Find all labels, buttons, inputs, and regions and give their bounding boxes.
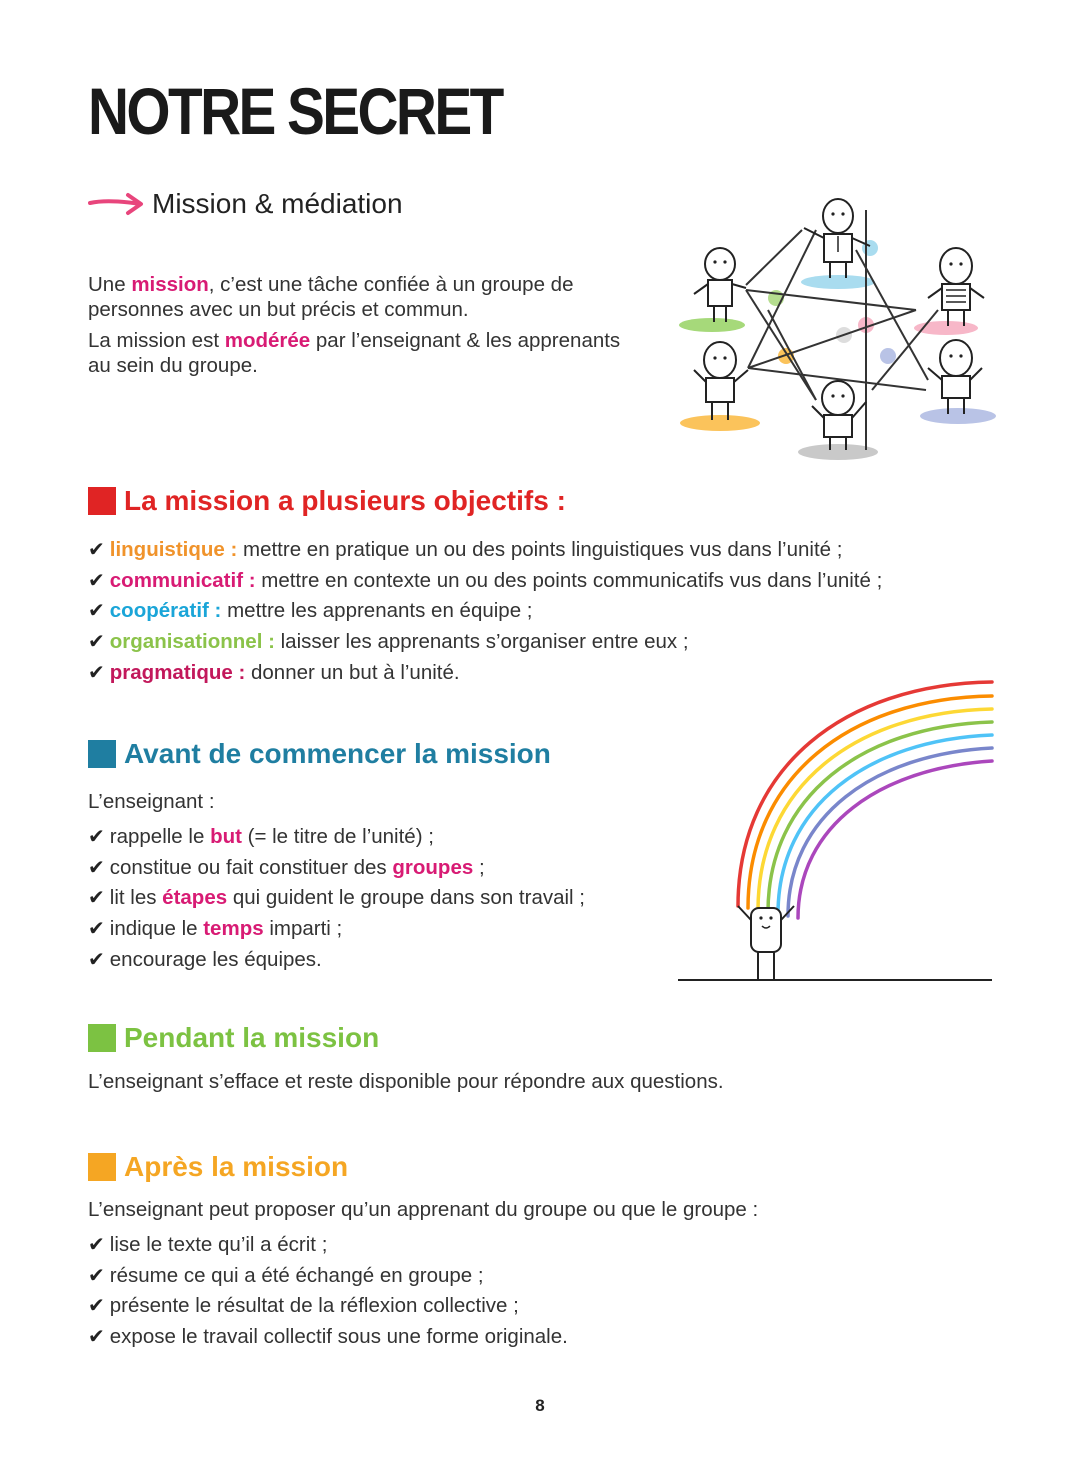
pendant-text: L’enseignant s’efface et reste disponible pour répondre aux questions. [88,1070,724,1093]
apres-list [88,1230,568,1353]
intro-text [88,272,648,384]
apres-heading-text: Après la mission [124,1151,349,1182]
check-icon: ✔ [88,1295,105,1318]
text-segment: imparti ; [263,917,343,941]
list-item-text: résume ce qui a été échangé en groupe ; [109,1263,484,1287]
text-segment: qui guident le groupe dans son travail ; [227,886,585,910]
intro-paragraph-1 [88,272,648,322]
avant-list [88,822,585,975]
list-item [88,1322,568,1353]
objectifs-heading [88,485,566,517]
list-item [88,822,585,853]
check-icon: ✔ [88,539,105,561]
network-illustration [676,190,1000,470]
blue-square-icon [88,740,116,768]
list-item [88,596,882,627]
check-icon: ✔ [88,600,105,623]
text-segment: , c’est une tâche confiée à un groupe de personnes avec un but précis et commun. [88,273,574,321]
check-icon: ✔ [88,661,105,684]
apres-lead: L’enseignant peut proposer qu’un apprenant du groupe ou que le groupe : [88,1198,759,1221]
check-icon: ✔ [88,826,105,848]
red-square-icon [88,487,116,515]
list-item [88,1230,568,1261]
intro-paragraph-2 [88,328,648,378]
objectifs-heading-text: La mission a plusieurs objectifs : [124,485,566,516]
text-segment: La mission est [88,329,225,352]
objective-label: organisationnel : [109,630,275,654]
apres-heading [88,1151,348,1183]
list-item [88,535,882,566]
list-item-text: présente le résultat de la réflexion collective ; [109,1294,519,1318]
text-segment: ; [473,855,485,879]
check-icon: ✔ [88,887,105,910]
check-icon: ✔ [88,918,105,941]
keyword: but [210,825,242,848]
list-item [88,883,585,914]
objective-text: mettre les apprenants en équipe ; [221,599,533,623]
check-icon: ✔ [88,1264,105,1287]
list-item [88,853,585,884]
list-item-text: lise le texte qu’il a écrit ; [109,1233,328,1256]
objective-text: mettre en contexte un ou des points communicatifs vus dans l’unité ; [255,568,883,592]
text-segment: (= le titre de l’unité) ; [241,825,434,848]
avant-heading [88,738,551,770]
check-icon: ✔ [88,569,105,592]
list-item [88,914,585,945]
check-icon: ✔ [88,1326,105,1349]
list-item [88,566,882,597]
keyword: temps [203,917,264,941]
rainbow-illustration [676,676,1000,988]
green-square-icon [88,1024,116,1052]
list-item [88,1291,568,1322]
objective-label: pragmatique : [109,660,246,684]
objective-label: coopératif : [109,599,222,623]
text-segment: Une [88,273,132,296]
avant-heading-text: Avant de commencer la mission [124,738,551,769]
orange-square-icon [88,1153,116,1181]
objective-text: donner un but à l’unité. [245,660,460,684]
avant-lead: L’enseignant : [88,790,215,813]
objective-label: linguistique : [109,538,238,561]
subtitle-row [88,188,403,220]
check-icon: ✔ [88,948,105,971]
keyword: modérée [224,329,311,352]
text-segment: rappelle le [109,825,211,848]
check-icon: ✔ [88,856,105,879]
check-icon: ✔ [88,1234,105,1256]
objective-text: mettre en pratique un ou des points linguistiques vus dans l’unité ; [237,538,843,561]
list-item-text: expose le travail collectif sous une forme originale. [109,1325,568,1349]
subtitle: Mission & médiation [152,188,403,219]
list-item [88,1261,568,1292]
arrow-right-icon [88,189,146,219]
objectifs-list [88,535,882,688]
objective-text: laisser les apprenants s’organiser entre eux ; [274,630,689,654]
objective-label: communicatif : [109,568,256,592]
text-segment: encourage les équipes. [109,947,322,971]
list-item [88,627,882,658]
text-segment: constitue ou fait constituer des [109,855,393,879]
keyword: étapes [162,886,228,910]
text-segment: indique le [109,917,204,941]
pendant-heading [88,1022,379,1054]
list-item [88,945,585,976]
check-icon: ✔ [88,631,105,654]
text-segment: lit les [109,886,163,910]
text-segment: par l’enseignant & les apprenants au sein du groupe. [88,329,621,377]
pendant-heading-text: Pendant la mission [124,1022,380,1053]
page-title: NOTRE SECRET [88,74,502,148]
keyword: groupes [392,855,474,879]
page-number: 8 [535,1396,545,1415]
keyword: mission [131,273,209,296]
